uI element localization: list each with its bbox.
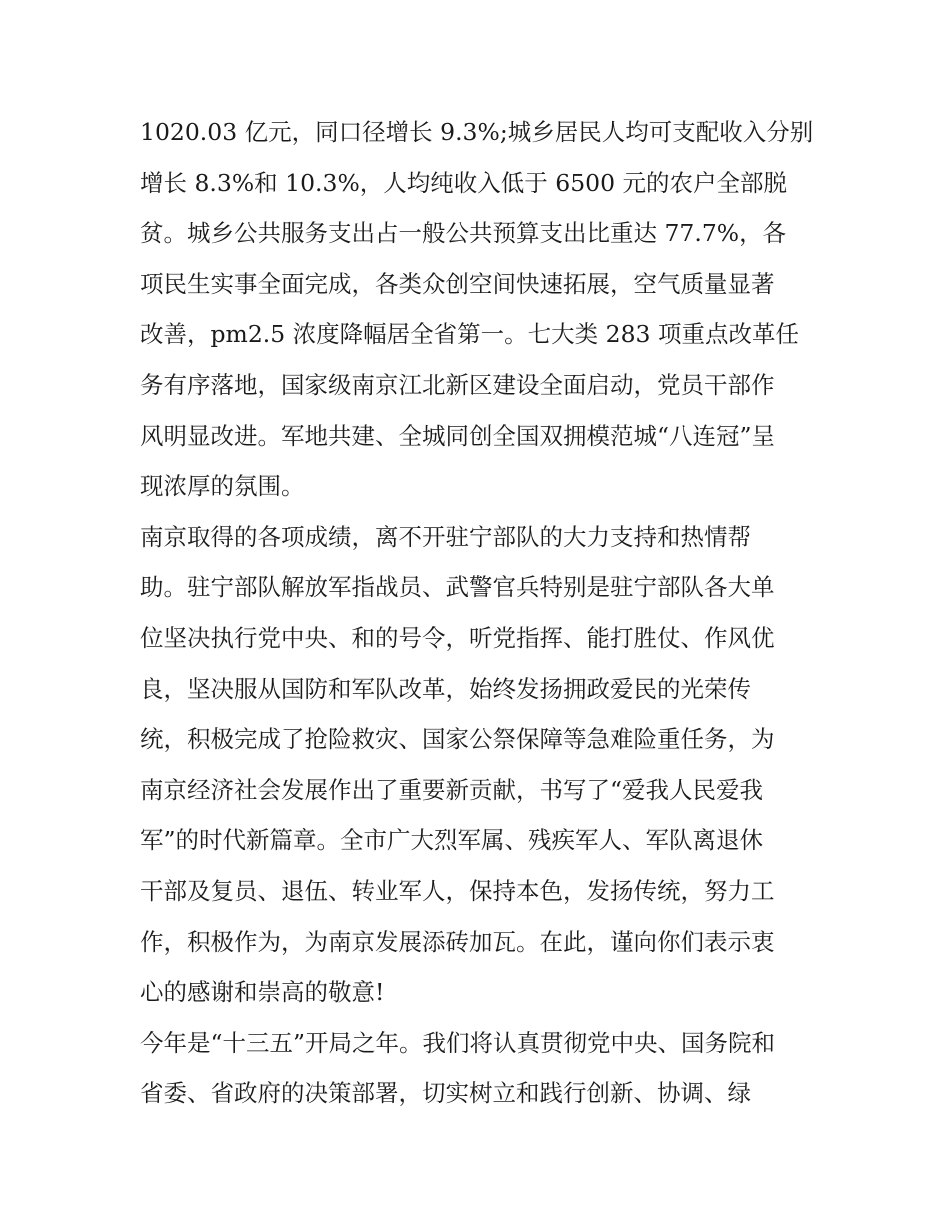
text-line: 增长 8.3%和 10.3%，人均纯收入低于 6500 元的农户全部脱 xyxy=(140,168,788,197)
body-text xyxy=(140,107,820,1119)
text-line: 统，积极完成了抢险救灾、国家公祭保障等急难险重任务，为 xyxy=(140,725,775,754)
text-line: 风明显改进。军地共建、全城同创全国双拥模范城“八连冠”呈 xyxy=(140,421,776,450)
text-line: 今年是“十三五”开局之年。我们将认真贯彻党中央、国务院和 xyxy=(140,1028,776,1057)
text-line: 务有序落地，国家级南京江北新区建设全面启动，党员干部作 xyxy=(140,370,775,399)
text-line: 军”的时代新篇章。全市广大烈军属、残疾军人、军队离退休 xyxy=(140,826,764,855)
text-line: 现浓厚的氛围。 xyxy=(140,472,305,501)
text-line: 位坚决执行党中央、和的号令，听党指挥、能打胜仗、作风优 xyxy=(140,623,775,652)
text-line: 贫。城乡公共服务支出占一般公共预算支出比重达 77.7%，各 xyxy=(140,219,787,248)
text-line: 项民生实事全面完成，各类众创空间快速拓展，空气质量显著 xyxy=(140,269,775,298)
text-line: 改善，pm2.5 浓度降幅居全省第一。七大类 283 项重点改革任 xyxy=(140,320,799,349)
text-line: 心的感谢和崇高的敬意! xyxy=(140,978,385,1007)
text-line: 良，坚决服从国防和军队改革，始终发扬拥政爱民的光荣传 xyxy=(140,674,751,703)
text-line: 南京经济社会发展作出了重要新贡献，书写了“爱我人民爱我 xyxy=(140,775,764,804)
text-line: 1020.03 亿元，同口径增长 9.3%;城乡居民人均可支配收入分别 xyxy=(140,118,814,146)
text-line: 南京取得的各项成绩，离不开驻宁部队的大力支持和热情帮 xyxy=(140,522,751,551)
text-line: 助。驻宁部队解放军指战员、武警官兵特别是驻宁部队各大单 xyxy=(140,573,775,602)
text-line: 干部及复员、退伍、转业军人，保持本色，发扬传统，努力工 xyxy=(140,876,775,905)
text-line: 作，积极作为，为南京发展添砖加瓦。在此，谨向你们表示衷 xyxy=(140,927,775,956)
text-line: 省委、省政府的决策部署，切实树立和践行创新、协调、绿 xyxy=(140,1079,751,1108)
